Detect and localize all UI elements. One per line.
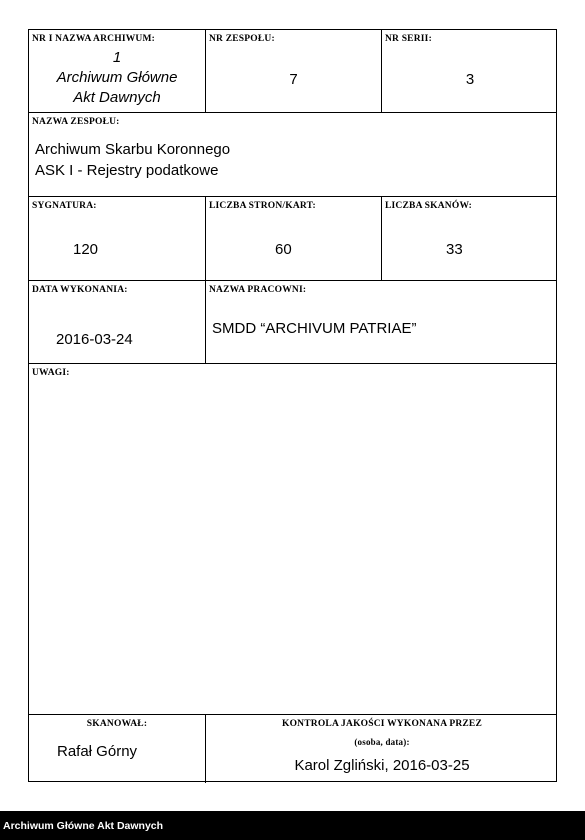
row-archive [29, 30, 556, 113]
signature-label: SYGNATURA: [32, 201, 97, 211]
series-number-cell [382, 30, 558, 112]
execution-date-value: 2016-03-24 [56, 331, 133, 348]
quality-control-value: Karol Zgliński, 2016-03-25 [294, 757, 470, 774]
scan-count-cell [382, 197, 558, 280]
scanned-by-cell [29, 715, 206, 783]
row-signoff [29, 715, 556, 783]
archive-name-line1: Archiwum Główne [56, 69, 178, 86]
workshop-cell [206, 281, 558, 363]
row-date-workshop [29, 281, 556, 364]
collection-name-line1: Archiwum Skarbu Koronnego [35, 141, 231, 158]
footer-text: Archiwum Główne Akt Dawnych [3, 820, 164, 832]
collection-name-label: NAZWA ZESPOŁU: [32, 117, 120, 127]
metadata-card [28, 29, 557, 782]
remarks-label: UWAGI: [32, 368, 70, 378]
footer-bar [0, 811, 585, 840]
page-count-value: 60 [275, 241, 292, 258]
archive-name-line2: Akt Dawnych [73, 89, 161, 106]
execution-date-cell [29, 281, 206, 363]
page-count-cell [206, 197, 382, 280]
series-number-label: NR SERII: [385, 34, 432, 44]
collection-number-label: NR ZESPOŁU: [209, 34, 275, 44]
row-remarks [29, 364, 556, 715]
workshop-value: SMDD “ARCHIVUM PATRIAE” [212, 320, 417, 337]
scan-count-value: 33 [446, 241, 463, 258]
signature-value: 120 [73, 241, 99, 258]
series-number-value: 3 [465, 71, 475, 88]
quality-control-sublabel: (osoba, data): [354, 737, 410, 747]
archive-number: 1 [112, 49, 122, 66]
quality-control-label: KONTROLA JAKOŚCI WYKONANA PRZEZ [281, 719, 482, 729]
workshop-label: NAZWA PRACOWNI: [209, 285, 307, 295]
collection-number-cell [206, 30, 382, 112]
collection-number-value: 7 [289, 71, 298, 88]
scanned-by-label: SKANOWAŁ: [86, 719, 148, 729]
archive-value [29, 48, 205, 108]
signature-cell [29, 197, 206, 280]
scanned-by-value: Rafał Górny [57, 743, 138, 760]
collection-name-line2: ASK I - Rejestry podatkowe [35, 162, 219, 179]
archive-cell [29, 30, 206, 112]
archive-label: NR I NAZWA ARCHIWUM: [32, 34, 156, 44]
scan-count-label: LICZBA SKANÓW: [385, 201, 473, 211]
page-count-label: LICZBA STRON/KART: [209, 201, 316, 211]
quality-control-cell [206, 715, 558, 783]
row-collection-name [29, 113, 556, 197]
row-counts [29, 197, 556, 281]
execution-date-label: DATA WYKONANIA: [32, 285, 128, 295]
